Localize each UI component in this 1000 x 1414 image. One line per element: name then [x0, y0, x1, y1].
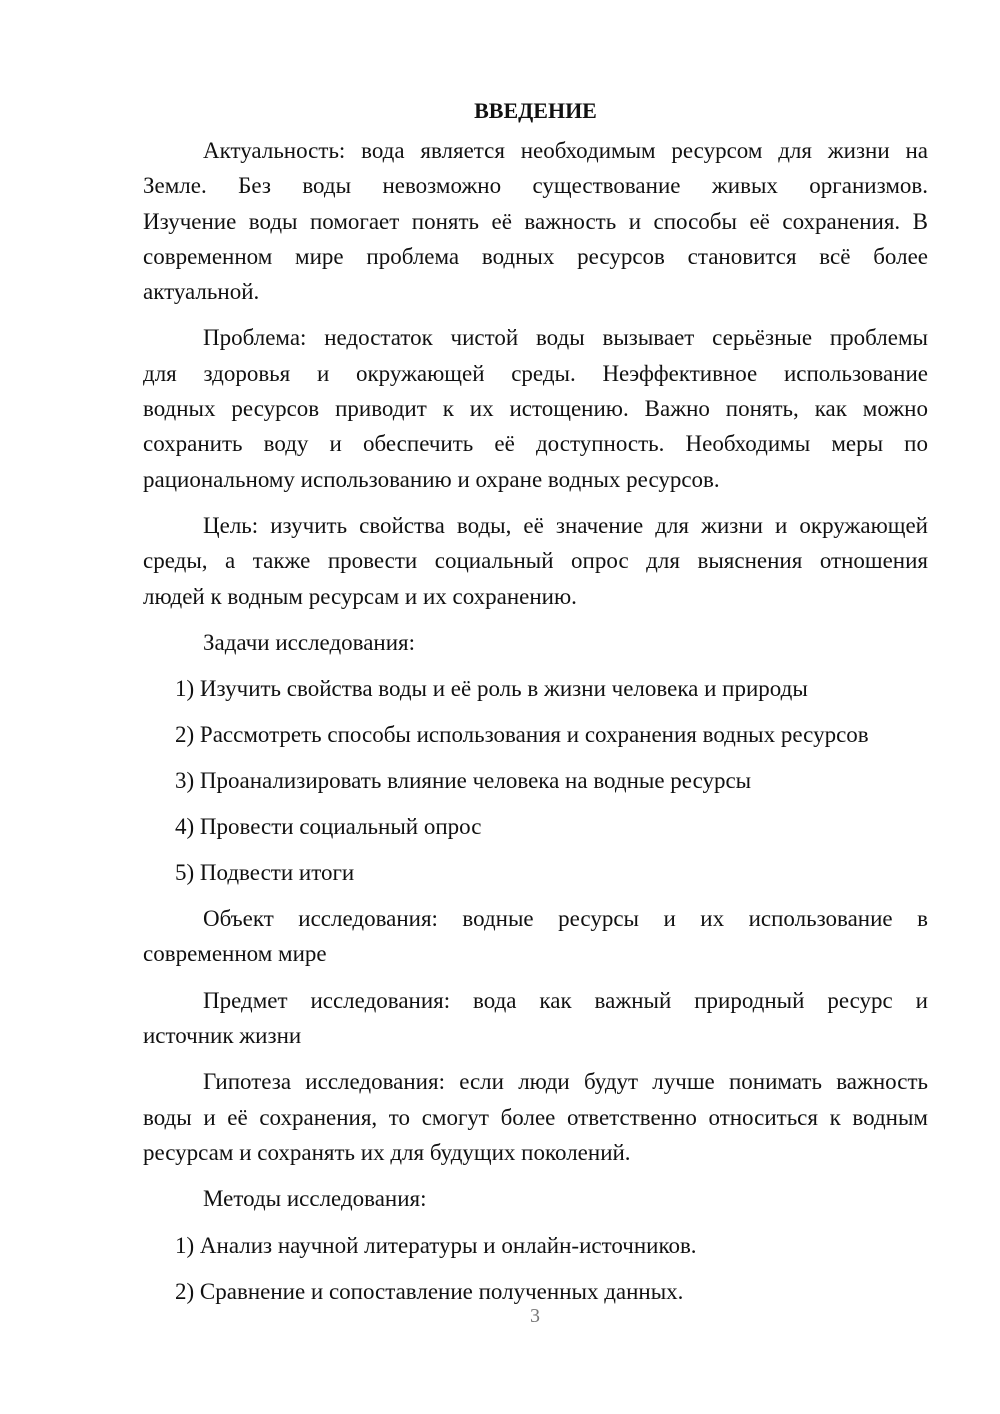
object-paragraph	[143, 901, 928, 972]
text-line: сохранить воду и обеспечить её доступность. Необходимы меры по	[143, 431, 928, 457]
text-line: актуальной.	[143, 279, 260, 305]
list-item: 1) Анализ научной литературы и онлайн-источников.	[175, 1232, 697, 1258]
document-page	[143, 93, 928, 1320]
text-line: Изучение воды помогает понять её важность и способы её сохранения. В	[143, 208, 928, 234]
text-line: Гипотеза исследования: если люди будут лучше понимать важность	[203, 1069, 928, 1095]
subject-paragraph	[143, 983, 928, 1054]
text-line: водных ресурсов приводит к их истощению. Важно понять, как можно	[143, 396, 928, 422]
list-item: 3) Проанализировать влияние человека на водные ресурсы	[175, 768, 752, 794]
text-line: ресурсам и сохранять их для будущих поколений.	[143, 1139, 631, 1165]
text-line: Предмет исследования: вода как важный природный ресурс и	[203, 987, 928, 1013]
text-line: людей к водным ресурсам и их сохранению.	[143, 583, 577, 609]
text-line: воды и её сохранения, то смогут более ответственно относиться к водным	[143, 1104, 928, 1130]
tasks-heading-text: Задачи исследования:	[203, 629, 416, 655]
hypothesis-paragraph	[143, 1064, 928, 1170]
list-item: 4) Провести социальный опрос	[175, 814, 482, 840]
text-line: источник жизни	[143, 1023, 302, 1049]
list-item: 5) Подвести итоги	[175, 860, 355, 886]
methods-list	[143, 1228, 928, 1309]
text-line: современном мире	[143, 941, 327, 967]
text-line: среды, а также провести социальный опрос для выяснения отношения	[143, 548, 928, 574]
list-item: 1) Изучить свойства воды и её роль в жизни человека и природы	[175, 676, 808, 702]
section-title: ВВЕДЕНИЕ	[474, 98, 597, 123]
text-line: рациональному использованию и охране водных ресурсов.	[143, 466, 720, 492]
text-line: Объект исследования: водные ресурсы и их использование в	[203, 906, 928, 932]
methods-heading-text: Методы исследования:	[203, 1186, 427, 1212]
problem-paragraph	[143, 320, 928, 496]
relevance-paragraph	[143, 133, 928, 309]
text-line: Цель: изучить свойства воды, её значение для жизни и окружающей	[203, 512, 928, 538]
tasks-heading	[143, 625, 928, 660]
text-line: для здоровья и окружающей среды. Неэффективное использование	[143, 360, 928, 386]
text-line: Земле. Без воды невозможно существование живых организмов.	[143, 173, 928, 199]
text-line: Проблема: недостаток чистой воды вызывает серьёзные проблемы	[203, 325, 928, 351]
list-item: 2) Сравнение и сопоставление полученных данных.	[175, 1278, 684, 1304]
text-line: современном мире проблема водных ресурсов становится всё более	[143, 243, 928, 269]
tasks-list	[143, 671, 928, 890]
list-item: 2) Рассмотреть способы использования и сохранения водных ресурсов	[175, 722, 869, 748]
goal-paragraph	[143, 508, 928, 614]
text-line: Актуальность: вода является необходимым ресурсом для жизни на	[203, 138, 928, 163]
page-number: 3	[530, 1305, 540, 1327]
methods-heading	[143, 1181, 928, 1216]
